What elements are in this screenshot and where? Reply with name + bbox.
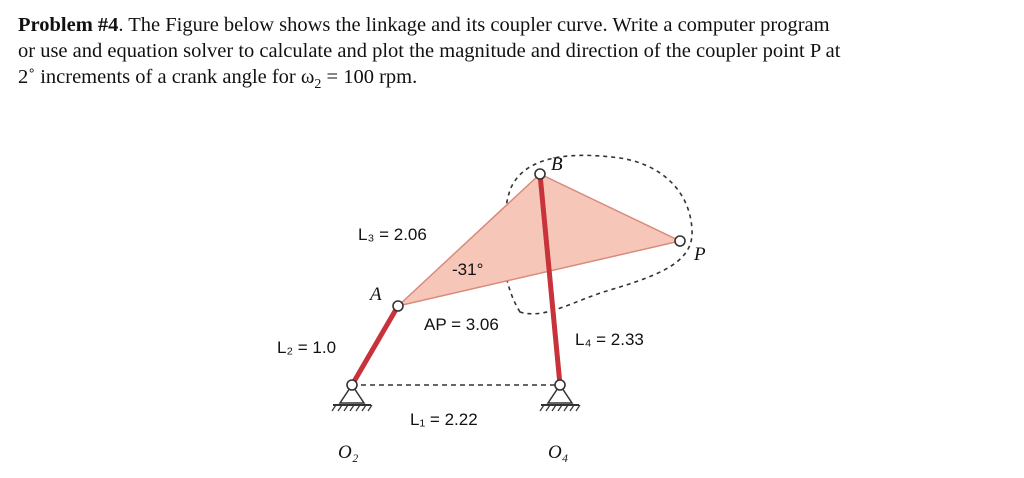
label-o2: O₂	[338, 442, 359, 463]
problem-line-2: or use and equation solver to calculate and plot the magnitude and direction of the coupler point P at	[18, 40, 841, 62]
crank-link	[352, 306, 398, 385]
label-a: A	[370, 284, 382, 305]
label-o4: O₄	[548, 442, 569, 463]
joint-o4	[555, 380, 565, 390]
label-angle: -31°	[452, 260, 484, 279]
joint-p	[675, 236, 685, 246]
label-ap: AP = 3.06	[424, 315, 499, 334]
joint-a	[393, 301, 403, 311]
problem-line-3-pre: 2˚ increments of a crank angle for ω	[18, 66, 315, 88]
problem-line-1-text: . The Figure below shows the linkage and its coupler curve. Write a computer program	[118, 14, 830, 36]
label-b: B	[551, 154, 563, 175]
problem-heading: Problem #4	[18, 14, 119, 36]
joint-o2	[347, 380, 357, 390]
label-l1: L₁ = 2.22	[410, 410, 478, 429]
label-p: P	[694, 244, 706, 265]
label-l4: L₄ = 2.33	[575, 330, 644, 349]
problem-line-3-post: = 100 rpm.	[321, 66, 418, 88]
coupler-triangle	[398, 174, 680, 306]
label-l2: L₂ = 1.0	[277, 338, 337, 357]
label-l3: L₃ = 2.06	[358, 225, 427, 244]
joint-b	[535, 169, 545, 179]
omega-subscript: 2	[314, 77, 322, 93]
